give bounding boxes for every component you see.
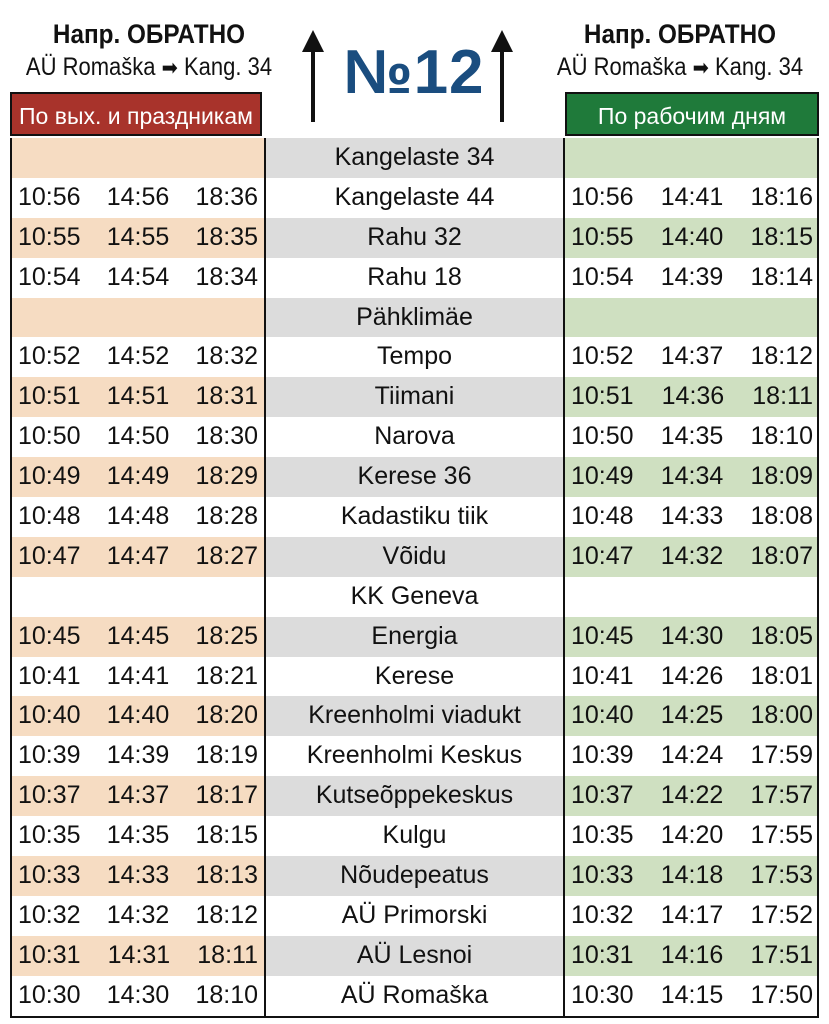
stop-name: Kutseõppekeskus <box>264 776 565 816</box>
departure-time: 17:55 <box>750 821 813 850</box>
timetable-row <box>12 696 817 736</box>
weekend-times <box>12 138 264 178</box>
weekend-times <box>12 298 264 338</box>
departure-time: 10:39 <box>18 741 81 770</box>
departure-time: 14:37 <box>106 781 170 810</box>
stop-name: Rahu 32 <box>264 218 565 258</box>
departure-time: 18:19 <box>195 741 258 770</box>
direction-route <box>21 50 276 85</box>
departure-time: 18:14 <box>750 262 813 291</box>
weekend-times <box>12 417 264 457</box>
timetable-row <box>12 337 817 377</box>
stop-name: AÜ Lesnoi <box>264 936 565 976</box>
weekend-times <box>12 856 264 896</box>
departure-time: 18:17 <box>195 781 258 810</box>
timetable-row <box>12 856 817 896</box>
departure-time: 10:30 <box>571 980 634 1009</box>
timetable-row <box>12 377 817 417</box>
weekday-times <box>565 577 817 617</box>
weekday-times <box>565 218 817 258</box>
timetable-row <box>12 896 817 936</box>
weekend-times <box>12 736 264 776</box>
weekday-times <box>565 377 817 417</box>
weekday-times <box>565 696 817 736</box>
stop-name: Narova <box>264 417 565 457</box>
departure-time: 10:49 <box>571 462 634 491</box>
stop-name: Kangelaste 44 <box>264 178 565 218</box>
departure-time: 18:10 <box>750 422 813 451</box>
departure-time: 18:32 <box>195 342 258 371</box>
departure-time: 10:47 <box>571 541 634 570</box>
stop-name: Tempo <box>264 337 565 377</box>
route-number: №12 <box>343 38 485 107</box>
departure-time: 14:41 <box>660 182 724 211</box>
departure-time: 10:31 <box>18 940 81 969</box>
departure-time: 18:27 <box>195 541 258 570</box>
weekday-times <box>565 138 817 178</box>
stop-name: Kerese <box>264 657 565 697</box>
departure-time: 18:12 <box>750 342 813 371</box>
departure-time: 14:47 <box>106 541 170 570</box>
departure-time: 10:45 <box>18 621 81 650</box>
departure-time: 17:52 <box>750 900 813 929</box>
arrow-up-icon <box>500 30 504 122</box>
timetable-row <box>12 457 817 497</box>
departure-time: 10:41 <box>571 661 634 690</box>
departure-time: 10:32 <box>18 900 81 929</box>
departure-time: 14:49 <box>106 462 170 491</box>
departure-time: 14:39 <box>106 741 170 770</box>
weekend-times <box>12 976 264 1016</box>
departure-time: 14:31 <box>107 940 171 969</box>
weekday-times <box>565 298 817 338</box>
timetable-row <box>12 417 817 457</box>
arrow-right-icon: ➡ <box>161 55 178 80</box>
departure-time: 14:33 <box>660 502 724 531</box>
timetable-row <box>12 776 817 816</box>
timetable-row <box>12 976 817 1016</box>
stop-name: Nõudepeatus <box>264 856 565 896</box>
departure-time: 14:22 <box>660 781 724 810</box>
departure-time: 10:39 <box>571 741 634 770</box>
departure-time: 14:32 <box>106 900 170 929</box>
departure-time: 10:52 <box>571 342 634 371</box>
timetable-grid <box>10 138 819 1018</box>
departure-time: 14:45 <box>106 621 170 650</box>
timetable-row <box>12 577 817 617</box>
departure-time: 17:59 <box>750 741 813 770</box>
departure-time: 14:34 <box>660 462 724 491</box>
departure-time: 14:52 <box>106 342 170 371</box>
timetable-row <box>12 617 817 657</box>
weekday-times <box>565 457 817 497</box>
departure-time: 10:41 <box>18 661 81 690</box>
departure-time: 18:25 <box>195 621 258 650</box>
weekend-times <box>12 497 264 537</box>
stop-name: Energia <box>264 617 565 657</box>
departure-time: 14:30 <box>106 980 170 1009</box>
weekday-times <box>565 258 817 298</box>
departure-time: 14:54 <box>106 262 170 291</box>
direction-title: Напр. ОБРАТНО <box>52 19 246 49</box>
departure-time: 10:45 <box>571 621 634 650</box>
direction-route <box>552 50 807 85</box>
timetable-row <box>12 258 817 298</box>
departure-time: 14:20 <box>660 821 724 850</box>
departure-time: 18:11 <box>752 382 813 411</box>
stop-name: Kadastiku tiik <box>264 497 565 537</box>
departure-time: 10:55 <box>571 222 634 251</box>
departure-time: 10:40 <box>571 701 634 730</box>
departure-time: 10:33 <box>18 861 81 890</box>
weekend-holidays-label: По вых. и праздникам <box>10 92 262 136</box>
timetable-row <box>12 178 817 218</box>
departure-time: 18:08 <box>750 502 813 531</box>
departure-time: 10:37 <box>18 781 81 810</box>
weekday-times <box>565 178 817 218</box>
departure-time: 14:25 <box>660 701 724 730</box>
direction-left <box>4 18 294 85</box>
weekend-times <box>12 577 264 617</box>
departure-time: 14:40 <box>106 701 170 730</box>
departure-time: 18:20 <box>195 701 258 730</box>
weekend-times <box>12 337 264 377</box>
departure-time: 18:01 <box>750 661 813 690</box>
stop-name: Kreenholmi Keskus <box>264 736 565 776</box>
departure-time: 14:56 <box>106 182 170 211</box>
route-from: AÜ Romaška <box>25 53 156 81</box>
departure-time: 14:30 <box>660 621 724 650</box>
departure-time: 18:09 <box>750 462 813 491</box>
weekend-times <box>12 258 264 298</box>
weekdays-label: По рабочим дням <box>565 92 819 136</box>
stop-name: Kangelaste 34 <box>264 138 565 178</box>
departure-time: 17:57 <box>750 781 813 810</box>
departure-time: 14:41 <box>106 661 170 690</box>
weekend-times <box>12 617 264 657</box>
departure-time: 14:15 <box>660 980 724 1009</box>
departure-time: 10:48 <box>571 502 634 531</box>
stop-name: Kerese 36 <box>264 457 565 497</box>
stop-name: Rahu 18 <box>264 258 565 298</box>
stop-name: Kreenholmi viadukt <box>264 696 565 736</box>
timetable-row <box>12 218 817 258</box>
timetable-row <box>12 138 817 178</box>
arrow-right-icon: ➡ <box>692 55 709 80</box>
departure-time: 14:50 <box>106 422 170 451</box>
route-to: Kang. 34 <box>714 53 804 81</box>
departure-time: 18:10 <box>195 980 258 1009</box>
departure-time: 18:21 <box>195 661 258 690</box>
weekend-times <box>12 537 264 577</box>
departure-time: 18:35 <box>195 222 258 251</box>
departure-time: 10:35 <box>18 821 81 850</box>
departure-time: 10:52 <box>18 342 81 371</box>
departure-time: 18:05 <box>750 621 813 650</box>
timetable-row <box>12 816 817 856</box>
departure-time: 10:31 <box>571 940 634 969</box>
departure-time: 18:11 <box>197 940 258 969</box>
weekday-times <box>565 417 817 457</box>
departure-time: 10:47 <box>18 541 81 570</box>
weekend-times <box>12 936 264 976</box>
direction-right <box>535 18 825 85</box>
stop-name: KK Geneva <box>264 577 565 617</box>
weekday-times <box>565 856 817 896</box>
weekday-times <box>565 936 817 976</box>
departure-time: 14:17 <box>660 900 724 929</box>
departure-time: 18:30 <box>195 422 258 451</box>
stop-name: Pähklimäe <box>264 298 565 338</box>
departure-time: 10:40 <box>18 701 81 730</box>
departure-time: 18:13 <box>195 861 258 890</box>
weekend-times <box>12 657 264 697</box>
timetable-row <box>12 497 817 537</box>
departure-time: 14:39 <box>660 262 724 291</box>
departure-time: 14:26 <box>660 661 724 690</box>
departure-time: 14:37 <box>660 342 724 371</box>
weekday-times <box>565 497 817 537</box>
departure-time: 17:51 <box>750 940 813 969</box>
stop-name: AÜ Romaška <box>264 976 565 1016</box>
departure-time: 10:33 <box>571 861 634 890</box>
departure-time: 14:55 <box>106 222 170 251</box>
departure-time: 10:51 <box>18 382 81 411</box>
timetable-row <box>12 936 817 976</box>
route-from: AÜ Romaška <box>556 53 687 81</box>
departure-time: 14:40 <box>660 222 724 251</box>
departure-time: 10:48 <box>18 502 81 531</box>
weekday-times <box>565 337 817 377</box>
departure-time: 10:32 <box>571 900 634 929</box>
stop-name: Tiimani <box>264 377 565 417</box>
departure-time: 18:16 <box>750 182 813 211</box>
departure-time: 18:12 <box>195 900 258 929</box>
weekday-times <box>565 976 817 1016</box>
departure-time: 14:24 <box>660 741 724 770</box>
weekday-times <box>565 736 817 776</box>
departure-time: 14:35 <box>106 821 170 850</box>
weekday-times <box>565 816 817 856</box>
departure-time: 18:07 <box>750 541 813 570</box>
timetable-row <box>12 657 817 697</box>
departure-time: 14:33 <box>106 861 170 890</box>
stop-name: Kulgu <box>264 816 565 856</box>
weekend-times <box>12 457 264 497</box>
departure-time: 10:49 <box>18 462 81 491</box>
arrow-up-icon <box>311 30 315 122</box>
weekend-times <box>12 816 264 856</box>
departure-time: 10:35 <box>571 821 634 850</box>
direction-title: Напр. ОБРАТНО <box>583 19 777 49</box>
weekday-times <box>565 776 817 816</box>
departure-time: 10:56 <box>571 182 634 211</box>
route-to: Kang. 34 <box>183 53 273 81</box>
departure-time: 17:53 <box>750 861 813 890</box>
stop-name: Võidu <box>264 537 565 577</box>
timetable-header <box>0 0 829 140</box>
departure-time: 18:15 <box>195 821 258 850</box>
timetable-row <box>12 736 817 776</box>
stop-name: AÜ Primorski <box>264 896 565 936</box>
departure-time: 14:35 <box>660 422 724 451</box>
departure-time: 17:50 <box>750 980 813 1009</box>
departure-time: 14:32 <box>660 541 724 570</box>
departure-time: 10:50 <box>571 422 634 451</box>
departure-time: 10:51 <box>571 382 634 411</box>
departure-time: 14:51 <box>106 382 170 411</box>
departure-time: 18:15 <box>750 222 813 251</box>
weekend-times <box>12 218 264 258</box>
departure-time: 10:50 <box>18 422 81 451</box>
weekday-times <box>565 537 817 577</box>
departure-time: 10:54 <box>18 262 81 291</box>
weekday-times <box>565 617 817 657</box>
departure-time: 14:36 <box>661 382 725 411</box>
timetable-row <box>12 537 817 577</box>
weekend-times <box>12 776 264 816</box>
departure-time: 10:37 <box>571 781 634 810</box>
weekday-times <box>565 896 817 936</box>
departure-time: 18:28 <box>195 502 258 531</box>
weekend-times <box>12 696 264 736</box>
departure-time: 10:56 <box>18 182 81 211</box>
departure-time: 18:36 <box>195 182 258 211</box>
weekend-times <box>12 377 264 417</box>
departure-time: 10:54 <box>571 262 634 291</box>
departure-time: 18:00 <box>750 701 813 730</box>
weekday-times <box>565 657 817 697</box>
departure-time: 14:16 <box>660 940 724 969</box>
departure-time: 14:18 <box>660 861 724 890</box>
timetable-row <box>12 298 817 338</box>
departure-time: 10:30 <box>18 980 81 1009</box>
departure-time: 10:55 <box>18 222 81 251</box>
departure-time: 14:48 <box>106 502 170 531</box>
departure-time: 18:31 <box>195 382 258 411</box>
weekend-times <box>12 178 264 218</box>
weekend-times <box>12 896 264 936</box>
departure-time: 18:29 <box>195 462 258 491</box>
departure-time: 18:34 <box>195 262 258 291</box>
